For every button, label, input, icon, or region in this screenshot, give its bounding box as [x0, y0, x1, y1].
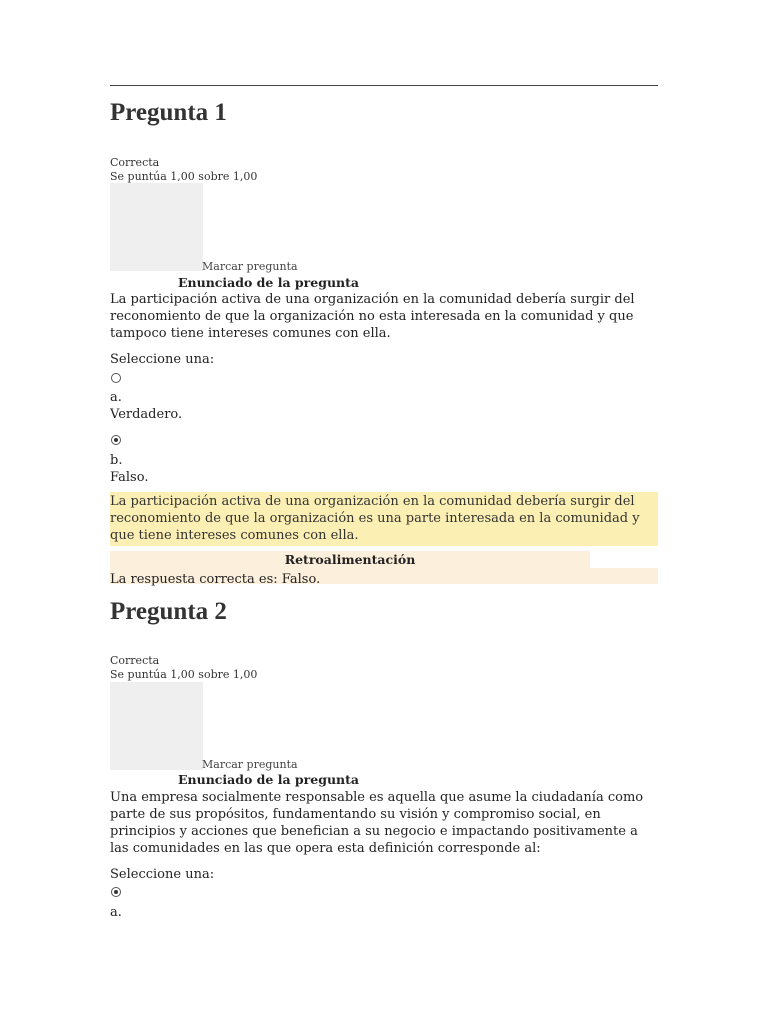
question-1-statement-heading: Enunciado de la pregunta	[178, 275, 359, 290]
question-1-option-a-radio[interactable]	[111, 373, 121, 383]
question-2-state: Correcta	[110, 654, 160, 667]
question-1-option-a-letter: a.	[110, 390, 122, 405]
question-2-flag-link[interactable]: Marcar pregunta	[202, 758, 298, 771]
question-2-statement: Una empresa socialmente responsable es aquella que asume la ciudadanía como parte de sus propósitos, fundamentando su visión y compromiso social, en principios y acciones que benefician a su negocio e impactando positivamente a las comunidades en las que opera esta definición corresponde al:	[110, 790, 644, 856]
question-1-title: Pregunta 1	[110, 99, 227, 126]
question-1-option-a-text: Verdadero.	[110, 407, 183, 422]
question-1-state: Correcta	[110, 156, 160, 169]
question-1-prompt: Seleccione una:	[110, 352, 215, 367]
question-1-right-answer-box	[110, 492, 658, 546]
question-1-option-b-text: Falso.	[110, 470, 149, 485]
question-1-option-b-radio[interactable]	[111, 435, 121, 445]
question-1-feedback-header	[110, 551, 590, 568]
question-1-feedback-body	[110, 568, 658, 587]
question-2-grade: Se puntúa 1,00 sobre 1,00	[110, 668, 258, 681]
question-2-title: Pregunta 2	[110, 598, 227, 625]
question-2-option-a-letter: a.	[110, 905, 122, 920]
question-1-option-b-letter: b.	[110, 453, 123, 468]
question-1-flag-link[interactable]: Marcar pregunta	[202, 260, 298, 273]
question-1-right-answer: La participación activa de una organización en la comunidad debería surgir del reconomiento de que la organización es una parte interesada en la comunidad y que tiene intereses comunes con ella.	[110, 494, 640, 543]
question-2-flag-image	[110, 682, 203, 770]
question-1-flag-image	[110, 183, 203, 271]
question-1-feedback-heading: Retroalimentación	[284, 552, 416, 567]
top-divider	[110, 85, 658, 86]
question-2-option-a-radio[interactable]	[111, 887, 121, 897]
question-2-statement-heading: Enunciado de la pregunta	[178, 772, 359, 787]
question-1-feedback-text: La respuesta correcta es: Falso.	[110, 572, 321, 587]
question-1-statement: La participación activa de una organización en la comunidad debería surgir del reconomiento de que la organización no esta interesada en la comunidad y que tampoco tiene intereses comunes con ella.	[110, 292, 635, 341]
question-1-grade: Se puntúa 1,00 sobre 1,00	[110, 170, 258, 183]
question-2-prompt: Seleccione una:	[110, 867, 215, 882]
